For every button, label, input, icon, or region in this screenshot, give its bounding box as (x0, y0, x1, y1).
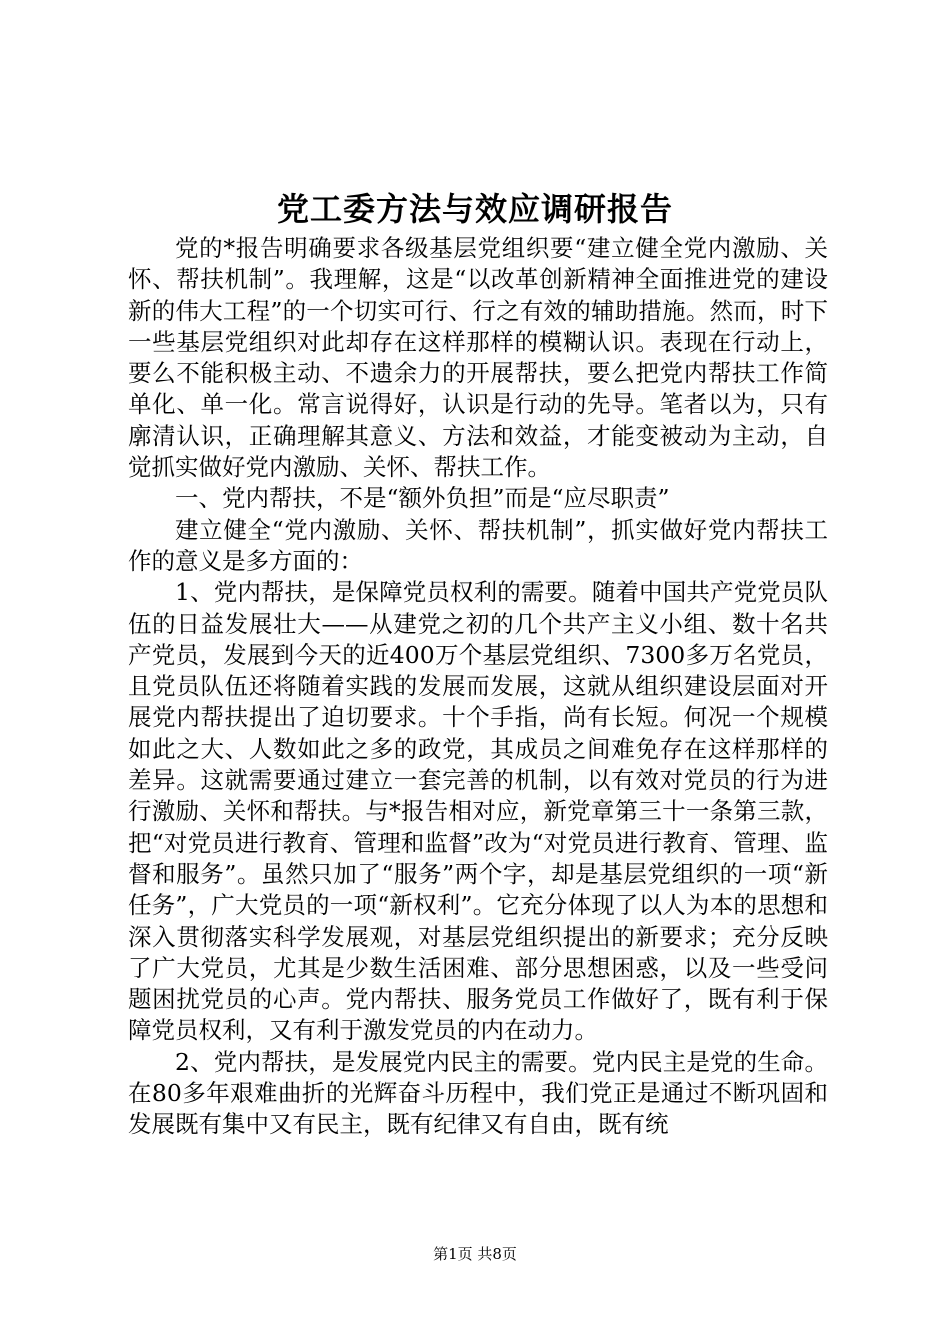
document-title: 党工委方法与效应调研报告 (276, 190, 673, 228)
paragraph-intro: 党的*报告明确要求各级基层党组织要“建立健全党内激励、关怀、帮扶机制”。我理解，这是“以改革创新精神全面推进党的建设新的伟大工程”的一个切实可行、行之有效的辅助措施。然而，时下一些基层党组织对此却存在这样那样的模糊认识。表现在行动上，要么不能积极主动、不遗余力的开展帮扶，要么把党内帮扶工作简单化、单一化。常言说得好，认识是行动的先导。笔者以为，只有廓清认识，正确理解其意义、方法和效益，才能变被动为主动，自觉抓实做好党内激励、关怀、帮扶工作。 (128, 234, 828, 482)
document-body (128, 233, 828, 1141)
page-footer (0, 1243, 950, 1265)
page-total: 共8页 (477, 1245, 517, 1263)
paragraph-significance: 建立健全“党内激励、关怀、帮扶机制”，抓实做好党内帮扶工作的意义是多方面的： (128, 515, 828, 575)
page-number: 第1页 (433, 1245, 473, 1263)
paragraph-point-1: 1、党内帮扶，是保障党员权利的需要。随着中国共产党党员队伍的日益发展壮大——从建党之初的几个共产主义小组、数十名共产党员，发展到今天的近400万个基层党组织、7300多万名党员，且党员队伍还将随着实践的发展而发展，这就从组织建设层面对开展党内帮扶提出了迫切要求。十个手指，尚有长短。何况一个规模如此之大、人数如此之多的政党，其成员之间难免存在这样那样的差异。这就需要通过建立一套完善的机制，以有效对党员的行为进行激励、关怀和帮扶。与*报告相对应，新党章第三十一条第三款，把“对党员进行教育、管理和监督”改为“对党员进行教育、管理、监督和服务”。虽然只加了“服务”两个字，却是基层党组织的一项“新任务”，广大党员的一项“新权利”。它充分体现了以人为本的思想和深入贯彻落实科学发展观，对基层党组织提出的新要求；充分反映了广大党员，尤其是少数生活困难、部分思想困惑，以及一些受问题困扰党员的心声。党内帮扶、服务党员工作做好了，既有利于保障党员权利，又有利于激发党员的内在动力。 (128, 578, 828, 1045)
paragraph-point-2: 2、党内帮扶，是发展党内民主的需要。党内民主是党的生命。在80多年艰难曲折的光辉奋斗历程中，我们党正是通过不断巩固和发展既有集中又有民主，既有纪律又有自由，既有统 (128, 1047, 828, 1139)
section-heading-1: 一、党内帮扶，不是“额外负担”而是“应尽职责” (175, 484, 670, 513)
